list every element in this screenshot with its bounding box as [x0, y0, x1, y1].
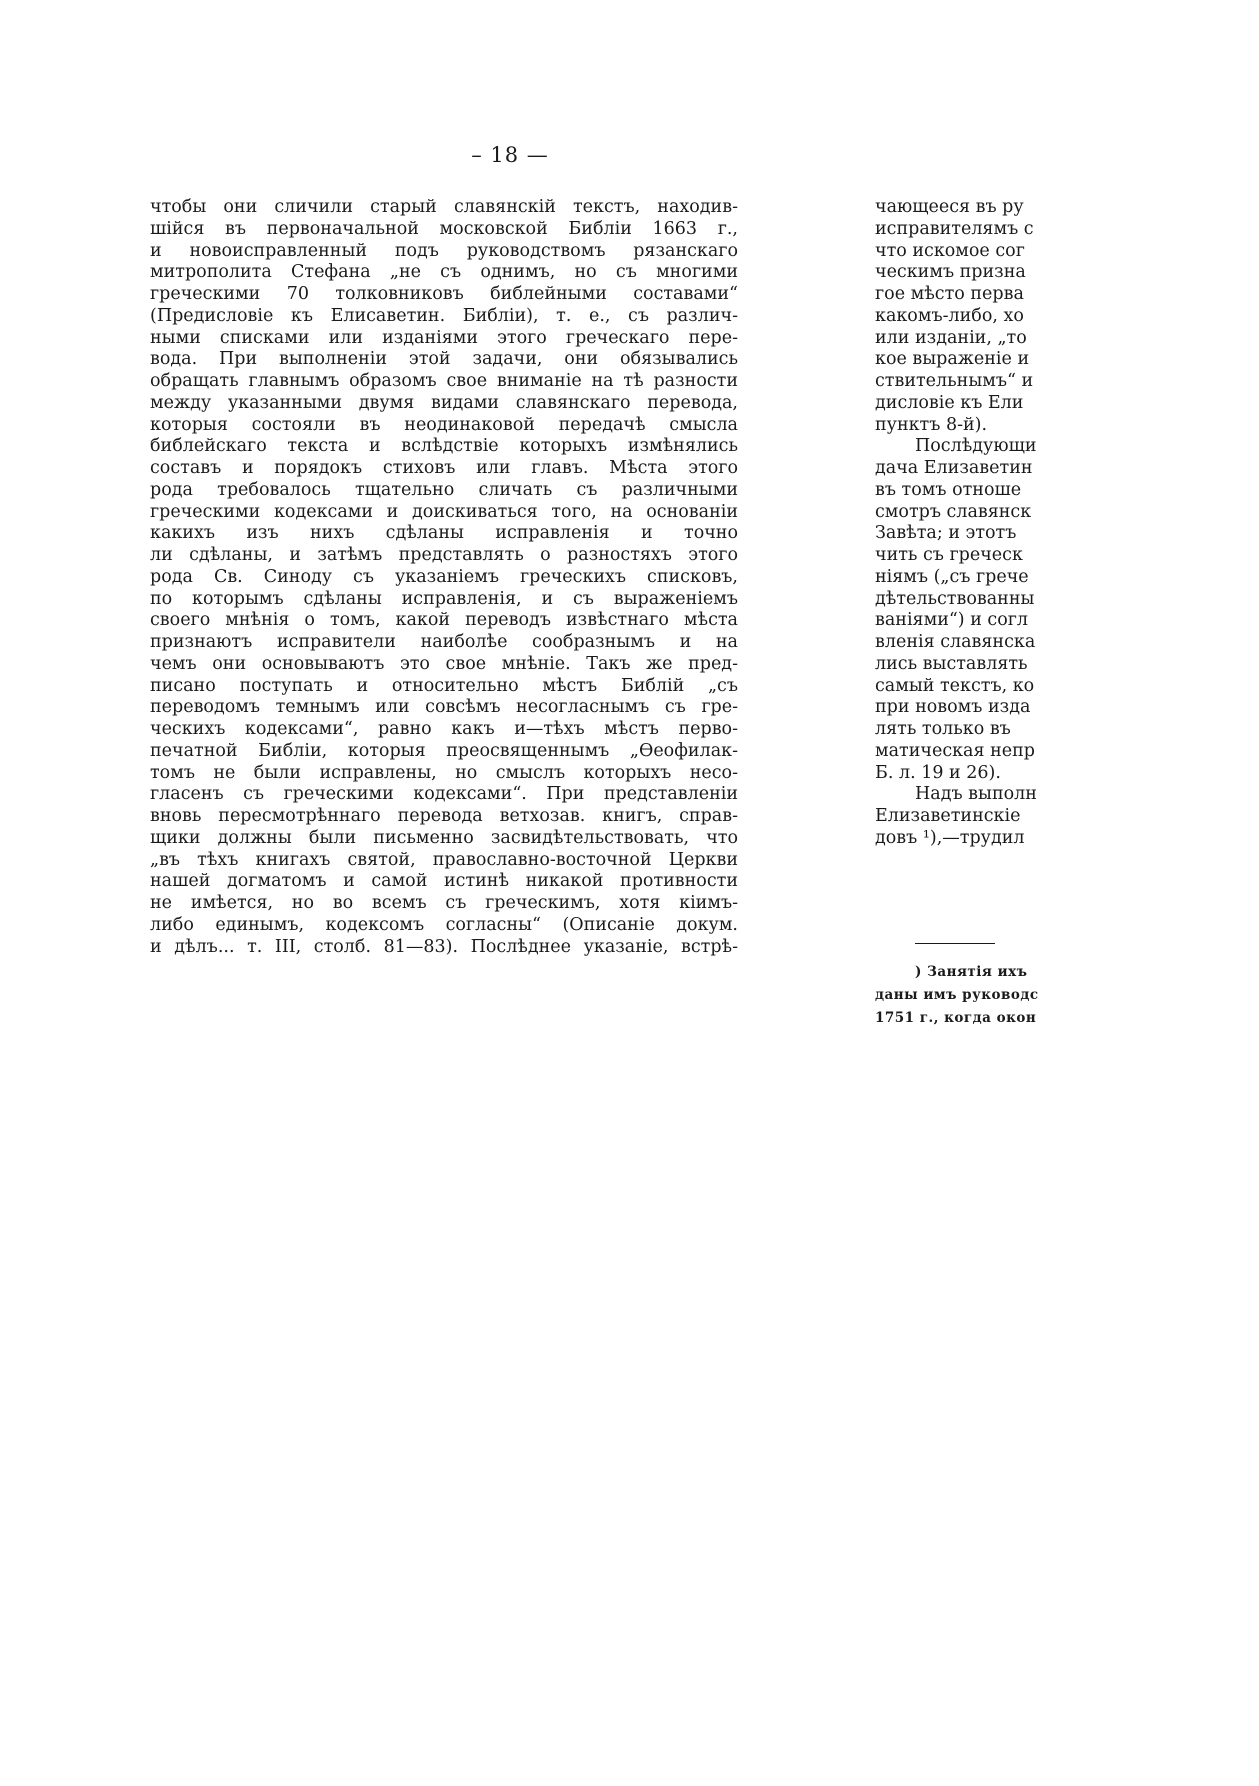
left-text-line: митрополита Стефана „не съ однимъ, но съ многими: [150, 262, 738, 283]
left-text-line: между указанными двумя видами славянскаго перевода,: [150, 392, 738, 413]
left-text-line: греческими 70 толковниковъ библейными составами“: [150, 284, 738, 304]
left-text-line: вновь пересмотрѣннаго перевода ветхозав. книгъ, справ-: [150, 806, 738, 826]
left-text-line: томъ не были исправлены, но смыслъ которыхъ несо-: [150, 762, 738, 783]
left-text-line: обращать главнымъ образомъ свое вниманіе на тѣ разности: [150, 371, 738, 391]
right-text-line: пунктъ 8-й).: [875, 414, 988, 435]
footnotes-cropped: [875, 961, 1076, 1030]
right-text-line: чить съ греческ: [875, 545, 1023, 565]
right-text-line: дача Елизаветин: [875, 458, 1033, 478]
right-text-line: гое мѣсто перва: [875, 284, 1024, 304]
right-text-column-cropped: [875, 197, 1076, 1047]
right-text-line: Елизаветинскіе: [875, 806, 1021, 826]
left-text-line: писано поступать и относительно мѣстъ Библій „съ: [150, 675, 738, 696]
left-text-line: рода Св. Синоду съ указаніемъ греческихъ списковъ,: [150, 566, 738, 587]
right-text-line: ніямъ („съ грече: [875, 566, 1029, 587]
right-text-line: исправителямъ с: [875, 218, 1034, 239]
right-text-line: вленія славянска: [875, 632, 1036, 652]
right-text-line: Б. л. 19 и 26).: [875, 762, 1001, 783]
left-text-line: по которымъ сдѣланы исправленія, и съ выраженіемъ: [150, 588, 738, 609]
left-text-line: „въ тѣхъ книгахъ святой, православно-восточной Церкви: [150, 849, 738, 870]
right-text-line: самый текстъ, ко: [875, 675, 1035, 696]
left-text-line: составъ и порядокъ стиховъ или главъ. Мѣста этого: [150, 458, 738, 478]
footnote-line: ) Занятія ихъ: [915, 964, 1028, 980]
left-text-line: (Предисловіе къ Елисаветин. Библіи), т. е., съ различ-: [150, 305, 738, 326]
right-text-line: дѣтельствованны: [875, 588, 1035, 609]
left-text-line: рода требовалось тщательно сличать съ различными: [150, 479, 738, 500]
left-text-line: греческими кодексами и доискиваться того, на основаніи: [150, 501, 738, 522]
right-text-line: при новомъ изда: [875, 697, 1031, 718]
left-text-line: не имѣется, но во всемъ съ греческимъ, хотя кіимъ-: [150, 893, 738, 913]
right-text-line: Завѣта; и этотъ: [875, 523, 1017, 544]
left-text-line: признаютъ исправители наиболѣе сообразнымъ и на: [150, 632, 738, 652]
left-text-line: гласенъ съ греческими кодексами“. При представленіи: [150, 784, 738, 805]
left-text-line: печатной Библіи, которыя преосвященнымъ „Ѳеофилак-: [150, 740, 738, 761]
left-text-line: какихъ изъ нихъ сдѣланы исправленія и точно: [150, 523, 738, 544]
left-text-line: ными списками или изданіями этого греческаго пере-: [150, 327, 738, 348]
left-text-column: [150, 197, 738, 958]
right-text-line: ствительнымъ“ и: [875, 371, 1034, 391]
left-text-line: ческихъ кодексами“, равно какъ и—тѣхъ мѣстъ перво-: [150, 719, 738, 739]
right-text-line: чающееся въ ру: [875, 197, 1024, 217]
left-text-line: щики должны были письменно засвидѣтельствовать, что: [150, 827, 738, 848]
right-text-line: ваніями“) и согл: [875, 610, 1029, 631]
right-text-line: дисловіе къ Ели: [875, 392, 1024, 413]
footnote-line: даны имъ руководс: [875, 987, 1039, 1003]
left-text-line: вода. При выполненіи этой задачи, они обязывались: [150, 349, 738, 370]
left-text-line: либо единымъ, кодексомъ согласны“ (Описаніе докум.: [150, 914, 738, 935]
left-text-line: и дѣлъ... т. III, столб. 81—83). Послѣднее указаніе, встрѣ-: [150, 936, 738, 957]
right-text-line: смотръ славянск: [875, 501, 1032, 522]
right-text-line: лять только въ: [875, 719, 1011, 739]
left-text-line: шійся въ первоначальной московской Библіи 1663 г.,: [150, 218, 738, 239]
right-text-line: кое выраженіе и: [875, 349, 1030, 370]
right-text-line: или изданіи, „то: [875, 327, 1027, 348]
footnote-line: 1751 г., когда окон: [875, 1010, 1037, 1026]
left-text-line: ли сдѣланы, и затѣмъ представлять о разностяхъ этого: [150, 545, 738, 565]
right-text-line: какомъ-либо, хо: [875, 305, 1024, 326]
scanned-page: [140, 135, 1076, 1050]
left-text-line: библейскаго текста и вслѣдствіе которыхъ измѣнялись: [150, 436, 738, 457]
right-text-line: ческимъ призна: [875, 262, 1026, 283]
left-text-line: нашей догматомъ и самой истинѣ никакой противности: [150, 871, 738, 892]
left-text-line: и новоисправленный подъ руководствомъ рязанскаго: [150, 240, 738, 261]
left-text-line: которыя состояли въ неодинаковой передачѣ смысла: [150, 414, 738, 435]
right-text-line: Надъ выполн: [915, 784, 1037, 805]
left-text-line: чтобы они сличили старый славянскій текстъ, находив-: [150, 197, 738, 217]
right-text-line: матическая непр: [875, 740, 1035, 761]
page-number: – 18 —: [471, 143, 549, 167]
right-text-line: въ томъ отноше: [875, 479, 1022, 500]
right-text-line: лись выставлять: [875, 653, 1028, 674]
left-text-line: переводомъ темнымъ или совсѣмъ несогласнымъ съ гре-: [150, 697, 738, 718]
left-text-line: своего мнѣнія о томъ, какой переводъ извѣстнаго мѣста: [150, 610, 738, 631]
right-text-line: Послѣдующи: [915, 436, 1037, 457]
right-text-line: что искомое сог: [875, 240, 1025, 261]
right-text-line: довъ ¹),—трудил: [875, 827, 1025, 848]
footnote-divider: [915, 943, 995, 944]
left-text-line: чемъ они основываютъ это свое мнѣніе. Такъ же пред-: [150, 653, 738, 674]
